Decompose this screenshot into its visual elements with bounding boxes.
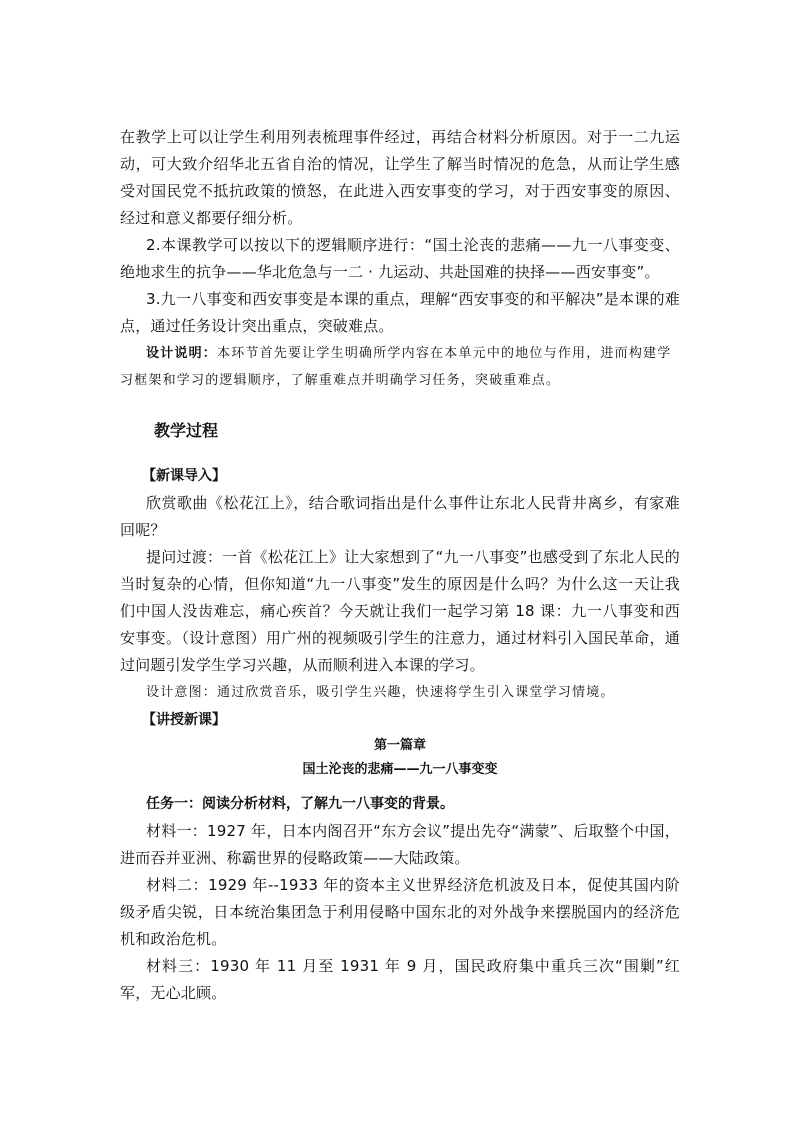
- intro-question-1: 欣赏歌曲《松花江上》，结合歌词指出是什么事件让东北人民背井离乡，有家难回呢？: [120, 494, 680, 539]
- intro-question-2: 提问过渡：一首《松花江上》让大家想到了“九一八事变”也感受到了东北人民的当时复杂的心情，但你知道“九一八事变”发生的原因是什么吗？为什么这一天让我们中国人没齿难忘，痛心疾首？今天就让我们一起学习第 18 课：九一八事变和西安事变。（设计意图）用广州的视频吸引学生的注意力，通过材料引入国民革命，通过问题引发学生学习兴趣，从而顺利进入本课的学习。: [120, 548, 680, 674]
- material-2: 材料二：1929 年--1933 年的资本主义世界经济危机波及日本，促使其国内阶级矛盾尖锐，日本统治集团急于利用侵略中国东北的对外战争来摆脱国内的经济危机和政治危机。: [120, 876, 680, 948]
- material-3: 材料三：1930 年 11 月至 1931 年 9 月，国民政府集中重兵三次“围剿”红军，无心北顾。: [120, 957, 680, 1002]
- chapter-title: 国土沦丧的悲痛——九一八事变变: [302, 762, 498, 777]
- teach-new-lesson-heading: 【讲授新课】: [142, 712, 226, 728]
- intro-paragraph-2: 2.本课教学可以按以下的逻辑顺序进行：“国土沦丧的悲痛——九一八事变变、绝地求生的抗争——华北危急与一二 · 九运动、共赴国难的抉择——西安事变”。: [120, 236, 680, 281]
- intro-paragraph-1: 在教学上可以让学生利用列表梳理事件经过，再结合材料分析原因。对于一二九运动，可大致介绍华北五省自治的情况，让学生了解当时情况的危急，从而让学生感受对国民党不抵抗政策的愤怒，在此进入西安事变的学习，对于西安事变的原因、经过和意义都要仔细分析。: [120, 128, 680, 227]
- new-lesson-intro-heading: 【新课导入】: [142, 468, 226, 484]
- teaching-process-heading: 教学过程: [154, 421, 219, 440]
- task-1-heading: 任务一：阅读分析材料，了解九一八事变的背景。: [146, 796, 454, 812]
- design-note-label: 设计说明：: [146, 346, 218, 361]
- material-1: 材料一：1927 年，日本内阁召开“东方会议”提出先夺“满蒙”、后取整个中国，进而吞并亚洲、称霸世界的侵略政策——大陆政策。: [120, 822, 680, 867]
- design-note-text: 本环节首先要让学生明确所学内容在本单元中的地位与作用，进而构建学习框架和学习的逻辑顺序，了解重难点并明确学习任务，突破重难点。: [120, 346, 672, 388]
- chapter-label: 第一篇章: [373, 738, 426, 753]
- intro-paragraph-3: 3.九一八事变和西安事变是本课的重点，理解“西安事变的和平解决”是本课的难点，通过任务设计突出重点，突破难点。: [120, 290, 680, 335]
- spacer: [120, 782, 680, 790]
- design-note: [120, 340, 680, 394]
- spacer: [120, 394, 680, 416]
- spacer: [120, 446, 680, 462]
- design-intent: 设计意图：通过欣赏音乐，吸引学生兴趣，快速将学生引入课堂学习情境。: [146, 685, 615, 700]
- page-content: [120, 124, 680, 1007]
